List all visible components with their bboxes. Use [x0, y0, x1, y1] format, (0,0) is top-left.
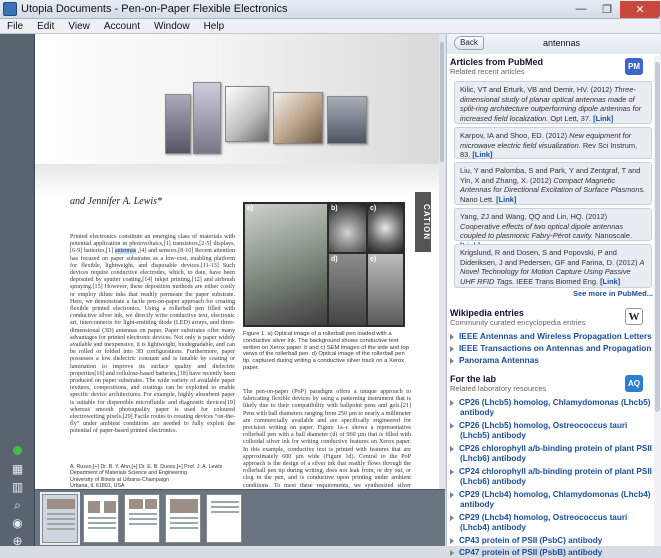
lab-resource-label[interactable]: CP43 protein of PSII (PsbC) antibody [459, 536, 603, 545]
menu-account[interactable]: Account [103, 20, 140, 32]
lab-resource-label[interactable]: CP24 chlorophyll a/b-binding protein of plant PSII [459, 467, 652, 476]
lab-resource-label[interactable]: CP26 (Lhcb5) homolog, Chlamydomonas (Lhcb5) [459, 398, 651, 407]
figure-label: a) [247, 205, 254, 212]
bullet-icon [450, 446, 454, 452]
article-link[interactable]: [Link] [472, 150, 493, 159]
lab-resource-label[interactable]: CP29 (Lhcb4) homolog, Ostreococcus tauri [459, 513, 628, 522]
article-link[interactable]: [Link] [593, 113, 614, 123]
lab-resource-label[interactable]: (Lhcb4) antibody [460, 523, 526, 532]
article-source: Nanoscale. [595, 231, 632, 240]
banner-image [193, 82, 221, 154]
lab-resource-label[interactable]: CP26 chlorophyll a/b-binding protein of plant PSII [459, 444, 652, 453]
article-source: Opt Lett, 37. [550, 113, 592, 123]
bullet-icon [450, 538, 454, 544]
banner-image [165, 94, 191, 154]
maximize-button[interactable]: ❐ [602, 3, 612, 16]
figure-label: d) [331, 256, 338, 263]
article-title: Compact Magnetic Antennas for Directional Excitation of Surface Plasmons. [460, 175, 646, 194]
search-term: antennas [543, 38, 581, 48]
search-icon[interactable]: ⌕ [14, 498, 21, 512]
lab-resource[interactable] [450, 548, 655, 558]
body-text: ,[4] and sensors.[8-10] Recent attention has focused on paper substrates as a low-cost, enabling platform for flexible, lightweight, and disposable devices.[11-13] Such devices require conductive electrodes, which, to date, have been deposited by sputter coating,[14] inkjet printing,[12] and airbrush spraying.[15] However, these deposition methods are either costly or employ dilute inks that readily permeate the paper substrate. Here, we demonstrate a facile pen-on-paper approach for creating flexible printed electronics. Using a rollerball pen filled with conductive silver ink, we directly write conductive text, electronic art, interconnects for light-emitting diode (LED) arrays, and three-dimensional (3D) antennas on paper. Paper substrates offer many advantages for printed electronic devices. Not only is paper widely available and inexpensive, it is lightweight, biodegradable, and can be rolled or folded into 3D configurations. Furthermore, paper possesses a low dielectric constant and is tunable by coating or lamination to improve its surface quality and dielectric properties[16] and cellulose-based batteries,[18] have recently been produced on paper substrates. The wide variety of available paper textures, compositions, and coatings can be exploited to enable specific device architectures. For example, highly absorbent paper is suitable for dispersible microfluidic and diagnostic devices[19] whereas smooth photoquality paper is used for coloured electrowetting pixels.[20] Facile routes to creating devices “on-the-fly” under ambient conditions are needed to fully exploit the potential of paper-based printed electronics. [70, 248, 235, 435]
sidebar-header [447, 34, 661, 54]
article-link[interactable]: [Link] [600, 276, 621, 286]
body-column-left [70, 234, 235, 444]
page-thumbnail[interactable] [42, 494, 78, 543]
article-title: New equipment for microwave electric field visualization. [460, 131, 632, 150]
page-thumbnail[interactable] [165, 494, 201, 543]
article-title: Three-dimensional study of planar optical antennas made of split-ring architecture outperforming dipole antennas for increased field localization. [460, 85, 642, 123]
article-authors: Karpov, IA and Shoo, ED. (2012) [460, 131, 568, 140]
page-thumbnail[interactable] [124, 494, 160, 543]
bullet-icon [450, 346, 454, 352]
pubmed-article[interactable] [454, 244, 652, 288]
body-text: Printed electronics constitute an emerging class of materials with potential application in photovoltaics,[1] transistors,[2-5] displays,[6-9] batteries,[1] [70, 234, 235, 255]
banner-image [225, 86, 269, 142]
page-thumbnail-strip [35, 489, 445, 546]
wikipedia-entry-label[interactable]: Panorama Antennas [459, 355, 539, 365]
pubmed-article[interactable] [454, 208, 652, 241]
body-column-right: The pen-on-paper (PoP) paradigm offers a unique approach to fabricating flexible devices by using a patterning instrument that is likely due to their compatibility with ballpoint pens and gels.[21] Pens with ball diameters ranging from 250 µm to nearly a millimeter are commercially available and are specifically engineered for precision writing on paper. Figure 1a–c shows a representative rollerball pen with a ball diameter (d) of 960 µm that is filled with colloidal silver ink for writing conductive features on Xerox paper. In this example, conductive text is printed with features that are approximately 600 µm wide (Figure 1d). Central to the PoP approach is the design of a silver ink that readily flows through the rollerball pen tip during writing, does not leak from, or dry out, or clog in the pen, and is conductive upon printing under ambient conditions. To meet these requirements, we synthesized silver [243, 389, 411, 489]
wikipedia-entry-label[interactable]: IEEE Transactions on Antennas and Propagation [459, 343, 652, 353]
columns-view-icon[interactable]: ▥ [11, 480, 24, 494]
article-source: Rev Sci Instrum, 83. [460, 140, 638, 159]
lab-resource[interactable] [450, 467, 655, 487]
bullet-icon [450, 400, 454, 406]
lab-resource-label[interactable]: antibody [460, 500, 495, 509]
lab-resource-label[interactable]: antibody [460, 408, 495, 417]
figure-label: c) [370, 205, 377, 212]
pubmed-article[interactable] [454, 81, 652, 124]
article-title: Cooperative effects of two optical dipole antennas coupled to plasmonic Fabry-Pérot cavity. [460, 221, 624, 240]
antibodies-logo-icon: AQ [625, 375, 643, 392]
menu-bar [0, 19, 660, 34]
article-title: A Novel Technology for Motion Capture Using Passive UHF RFID Tags. [460, 257, 645, 286]
banner-shadow [35, 164, 445, 198]
lab-resource-label[interactable]: (Lhcb6) antibody [460, 454, 526, 463]
author-affiliations: A. Russo,[+] Dr. B. Y. Ahn,[+] Dr. E. B. Duoss,[+] Prof. J. A. Lewis Department of Materials Science and Engineering University of Illinois at Urbana-Champaign Urbana, IL 61801, USA [70, 464, 223, 489]
pubmed-article[interactable] [454, 127, 652, 159]
minimize-button[interactable]: — [575, 3, 587, 15]
document-scroll-thumb[interactable] [440, 42, 444, 162]
wikipedia-entry[interactable] [450, 343, 655, 353]
author-line: and Jennifer A. Lewis* [70, 196, 163, 207]
pubmed-section-title: Articles from PubMed [450, 57, 544, 67]
menu-window[interactable]: Window [154, 20, 190, 32]
results-sidebar [446, 34, 660, 557]
sidebar-scrollbar[interactable] [654, 56, 661, 546]
window-titlebar [0, 0, 660, 19]
grid-view-icon[interactable]: ▦ [11, 462, 24, 476]
article-authors: Yang, ZJ and Wang, QQ and Lin, HQ. (2012) [460, 212, 608, 221]
article-authors: Krigslund, R and Dosen, S and Popovski, P and Dideriksen, J and Pedersen, GF and Farina, D. (2012) [460, 248, 638, 267]
wikipedia-entry[interactable] [450, 355, 655, 365]
figure-label: e) [370, 256, 377, 263]
status-indicator [9, 444, 26, 458]
header-banner [35, 34, 445, 164]
lab-resource-label[interactable]: (Lhcb5) antibody [460, 431, 526, 440]
page-thumbnail[interactable] [83, 494, 119, 543]
document-scrollbar[interactable] [439, 34, 445, 489]
bullet-icon [450, 515, 454, 521]
pubmed-section-subtitle: Related recent articles [450, 67, 525, 76]
bullet-icon [450, 469, 454, 475]
figure-panel-d [329, 254, 366, 325]
lab-resource[interactable] [450, 398, 655, 418]
lab-resource[interactable] [450, 444, 655, 464]
lab-resource-label[interactable]: CP29 (Lhcb4) homolog, Chlamydomonas (Lhcb4) [459, 490, 651, 499]
lab-section-subtitle: Related laboratory resources [450, 384, 547, 393]
figure-caption: Figure 1. a) Optical image of a rollerball pen loaded with a conductive silver ink. The background shows conductive text written on Xerox paper. b and c) SEM images of the side and top views of the rollerball pen. d) Optical image of the rollerball pen tip, captured during writing a conductive silver track on a Xerox paper. [243, 331, 409, 371]
lab-resource[interactable] [450, 536, 655, 546]
section-tab: CATION [415, 192, 431, 252]
article-link[interactable]: [Link] [496, 194, 517, 204]
figure-panel-a [245, 204, 327, 325]
see-more-pubmed-link[interactable]: See more in PubMed... [572, 289, 653, 298]
bullet-icon [450, 423, 454, 429]
left-toolbar [0, 34, 35, 546]
window-title: Utopia Documents - Pen-on-Paper Flexible Electronics [21, 3, 288, 15]
lab-resource-label[interactable]: CP26 (Lhcb5) homolog, Ostreococcus tauri [459, 421, 628, 430]
wikipedia-logo-icon: W [625, 308, 643, 325]
page-thumbnail[interactable] [206, 494, 242, 543]
lab-section-title: For the lab [450, 374, 497, 384]
lab-resource-label[interactable]: CP47 protein of PSII (PsbB) antibody [459, 548, 603, 557]
lab-resource-label[interactable]: (Lhcb6) antibody [460, 477, 526, 486]
bullet-icon [450, 358, 454, 364]
bullet-icon [450, 550, 454, 556]
search-highlight[interactable]: antennas [114, 248, 137, 255]
pubmed-article[interactable] [454, 162, 652, 205]
menu-view[interactable]: View [68, 20, 90, 32]
sidebar-scroll-thumb[interactable] [655, 62, 660, 412]
app-icon [3, 2, 17, 16]
article-source: IEEE Trans Biomed Eng. [516, 276, 599, 286]
menu-file[interactable]: File [7, 20, 24, 32]
lab-resource[interactable] [450, 513, 655, 533]
figure-panel-e [368, 254, 403, 325]
close-button[interactable]: ✕ [620, 1, 660, 18]
bullet-icon [450, 492, 454, 498]
menu-edit[interactable]: Edit [37, 20, 55, 32]
wikipedia-entry-label[interactable]: IEEE Antennas and Wireless Propagation Letters [459, 331, 652, 341]
article-authors: Liu, Y and Palomba, S and Park, Y and Zentgraf, T and Yin, X and Zhang, X. (2012) [460, 166, 641, 185]
banner-image [327, 96, 367, 144]
document-view[interactable] [35, 34, 445, 489]
figure-1 [243, 202, 405, 327]
lab-resource[interactable] [450, 490, 655, 510]
lab-resource[interactable] [450, 421, 655, 441]
wikipedia-section-title: Wikipedia entries [450, 308, 524, 318]
zoom-icon[interactable]: ⊕ [12, 534, 23, 548]
article-authors: Kilic, VT and Erturk, VB and Demir, HV. (2012) [460, 85, 612, 94]
figure-label: b) [331, 205, 338, 212]
wikipedia-entry[interactable] [450, 331, 655, 341]
eye-icon[interactable]: ◉ [12, 516, 23, 530]
wikipedia-section-subtitle: Community curated encyclopedia entries [450, 318, 586, 327]
back-button[interactable]: Back [454, 36, 484, 50]
article-source: Nano Lett. [460, 194, 495, 204]
menu-help[interactable]: Help [203, 20, 225, 32]
bullet-icon [450, 334, 454, 340]
pubmed-logo-icon: PM [625, 58, 643, 75]
banner-image [273, 92, 323, 144]
